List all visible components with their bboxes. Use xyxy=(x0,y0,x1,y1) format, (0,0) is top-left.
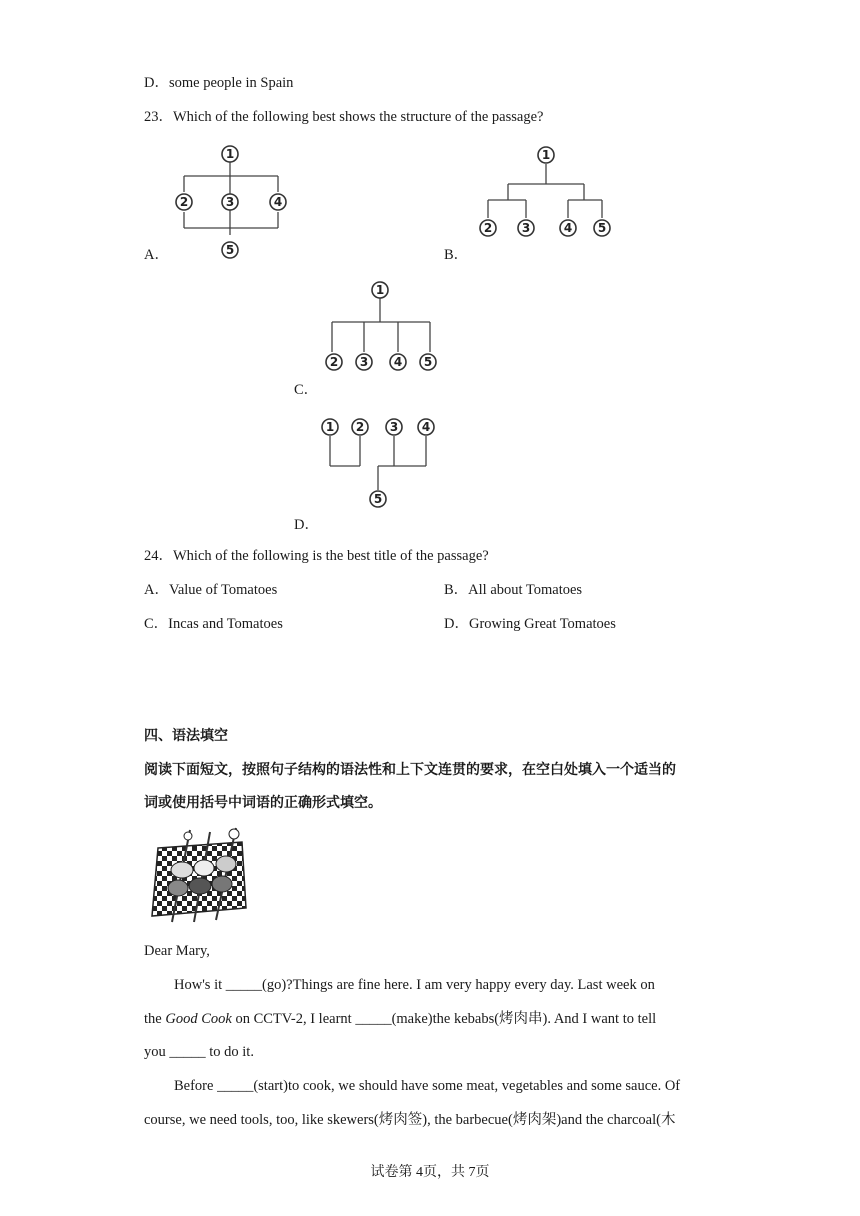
node-label: 5 xyxy=(225,243,235,257)
letter-p1-line1: How's it _____(go)?Things are fine here. I am very happy every day. Last week on xyxy=(174,977,655,993)
node-label: 2 xyxy=(483,221,493,235)
letter-salutation: Dear Mary, xyxy=(144,943,210,959)
node-label: 4 xyxy=(563,221,573,235)
node-label: 2 xyxy=(329,355,339,369)
node-label: 1 xyxy=(325,420,335,434)
node-label: 4 xyxy=(393,355,403,369)
node-label: 1 xyxy=(225,147,235,161)
node-label: 3 xyxy=(359,355,369,369)
q22-option-d: D．some people in Spain xyxy=(144,75,294,91)
q23-diagram-b xyxy=(472,142,622,242)
letter-p1-line3: you _____ to do it. xyxy=(144,1044,254,1060)
q24-option-c: C．Incas and Tomatoes xyxy=(144,616,283,632)
node-label: 3 xyxy=(389,420,399,434)
q24-option-a: A．Value of Tomatoes xyxy=(144,582,278,598)
letter-p1-line2-start: the xyxy=(144,1011,166,1027)
node-label: 3 xyxy=(225,195,235,209)
q23-option-c-label: C． xyxy=(294,382,319,398)
letter-p2-line1: Before _____(start)to cook, we should have some meat, vegetables and some sauce. Of xyxy=(174,1078,681,1094)
q23-option-d-label: D． xyxy=(294,517,319,533)
node-label: 5 xyxy=(373,492,383,506)
kebab-illustration xyxy=(142,826,248,926)
q24-option-b: B．All about Tomatoes xyxy=(444,582,583,598)
q23-diagram-d xyxy=(316,414,446,514)
node-label: 5 xyxy=(423,355,433,369)
q23-option-a-label: A． xyxy=(144,247,169,263)
node-label: 2 xyxy=(355,420,365,434)
show-title: Good Cook xyxy=(165,1011,232,1027)
q23-diagram-a xyxy=(160,140,300,258)
node-label: 4 xyxy=(421,420,431,434)
q24-option-d: D．Growing Great Tomatoes xyxy=(444,616,616,632)
q23-question: 23．Which of the following best shows the structure of the passage? xyxy=(144,109,544,125)
q23-option-b-label: B． xyxy=(444,247,469,263)
section-instruction-line2: 词或使用括号中词语的正确形式填空。 xyxy=(144,795,382,811)
q23-diagram-c xyxy=(318,278,448,378)
section-heading: 四、语法填空 xyxy=(144,728,228,744)
q24-question: 24．Which of the following is the best title of the passage? xyxy=(144,548,489,564)
node-label: 1 xyxy=(541,148,551,162)
section-instruction-line1: 阅读下面短文，按照句子结构的语法性和上下文连贯的要求，在空白处填入一个适当的 xyxy=(144,762,676,778)
letter-p2-line2: course, we need tools, too, like skewers(烤肉签), the barbecue(烤肉架)and the charcoal(木 xyxy=(144,1112,676,1128)
node-label: 1 xyxy=(375,283,385,297)
node-label: 4 xyxy=(273,195,283,209)
node-label: 3 xyxy=(521,221,531,235)
node-label: 2 xyxy=(179,195,189,209)
page-footer: 试卷第 4页，共 7页 xyxy=(370,1165,490,1180)
node-label: 5 xyxy=(597,221,607,235)
letter-p1-line2 xyxy=(144,1010,656,1028)
letter-p1-line2-end: on CCTV-2, I learnt _____(make)the kebabs(烤肉串). And I want to tell xyxy=(235,1011,657,1027)
